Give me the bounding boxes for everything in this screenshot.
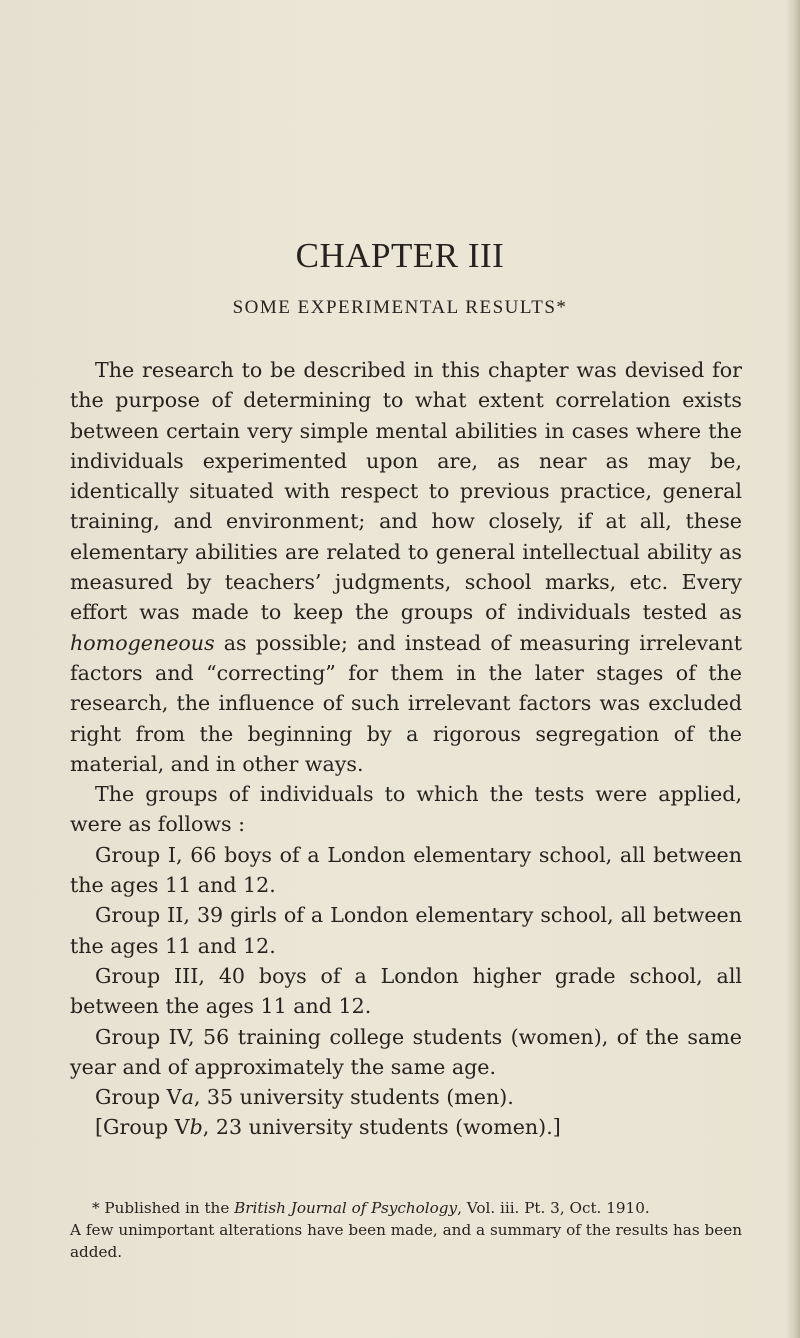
footnote-publication	[70, 1197, 742, 1219]
paragraph-intro-part-a: The research to be described in this chapter was devised for the purpose of determining to what extent correlation exists between certain very simple mental abilities in cases where the individuals experimented upon are, as near as may be, identically situated with respect to previous practice, general training, and environment; and how closely, if at all, these elementary abilities are related to general intellectual ability as measured by teachers’ judgments, school marks, etc. Every effort was made to keep the groups of individuals tested as	[70, 358, 742, 625]
group-5a-label: Group V	[95, 1085, 182, 1110]
paragraph-intro	[70, 355, 742, 779]
group-5a-suffix: a	[181, 1085, 194, 1110]
group-5b-suffix: b	[189, 1115, 203, 1140]
paragraph-group-1: Group I, 66 boys of a London elementary school, all between the ages 11 and 12.	[70, 842, 742, 898]
group-5b-text: , 23 university students (women).]	[202, 1115, 561, 1140]
page-edge-shadow	[786, 0, 800, 1338]
body-text	[70, 355, 742, 1143]
footnote	[70, 1197, 742, 1263]
paragraph-group-3: Group III, 40 boys of a London higher grade school, all between the ages 11 and 12.	[70, 963, 742, 1019]
paragraph-group-2: Group II, 39 girls of a London elementary school, all between the ages 11 and 12.	[70, 903, 742, 958]
footnote-journal: British Journal of Psychology	[234, 1199, 458, 1217]
footnote-note: A few unimportant alterations have been made, and a summary of the results has been added.	[70, 1221, 742, 1261]
paragraph-group-5a	[70, 1082, 742, 1112]
paragraph-group-4: Group IV, 56 training college students (women), of the same year and of approximately the same age.	[70, 1024, 742, 1079]
paragraph-intro-part-b: as possible; and instead of measuring irrelevant factors and “correcting” for them in the later stages of the research, the influence of such irrelevant factors was excluded right from the beginning by a rigorous segregation of the material, and in other ways.	[70, 630, 742, 776]
group-5b-label: [Group V	[95, 1115, 190, 1140]
chapter-title: CHAPTER III	[295, 236, 505, 275]
emphasis-homogeneous: homogeneous	[70, 630, 215, 655]
paragraph-group-5b	[70, 1112, 742, 1142]
section-title: SOME EXPERIMENTAL RESULTS*	[232, 297, 568, 318]
group-5a-text: , 35 university students (men).	[193, 1085, 514, 1110]
footnote-published-in: * Published in the	[92, 1199, 235, 1217]
footnote-volume: , Vol. iii. Pt. 3, Oct. 1910.	[457, 1199, 650, 1217]
paragraph-groups-intro: The groups of individuals to which the tests were applied, were as follows :	[70, 782, 742, 837]
